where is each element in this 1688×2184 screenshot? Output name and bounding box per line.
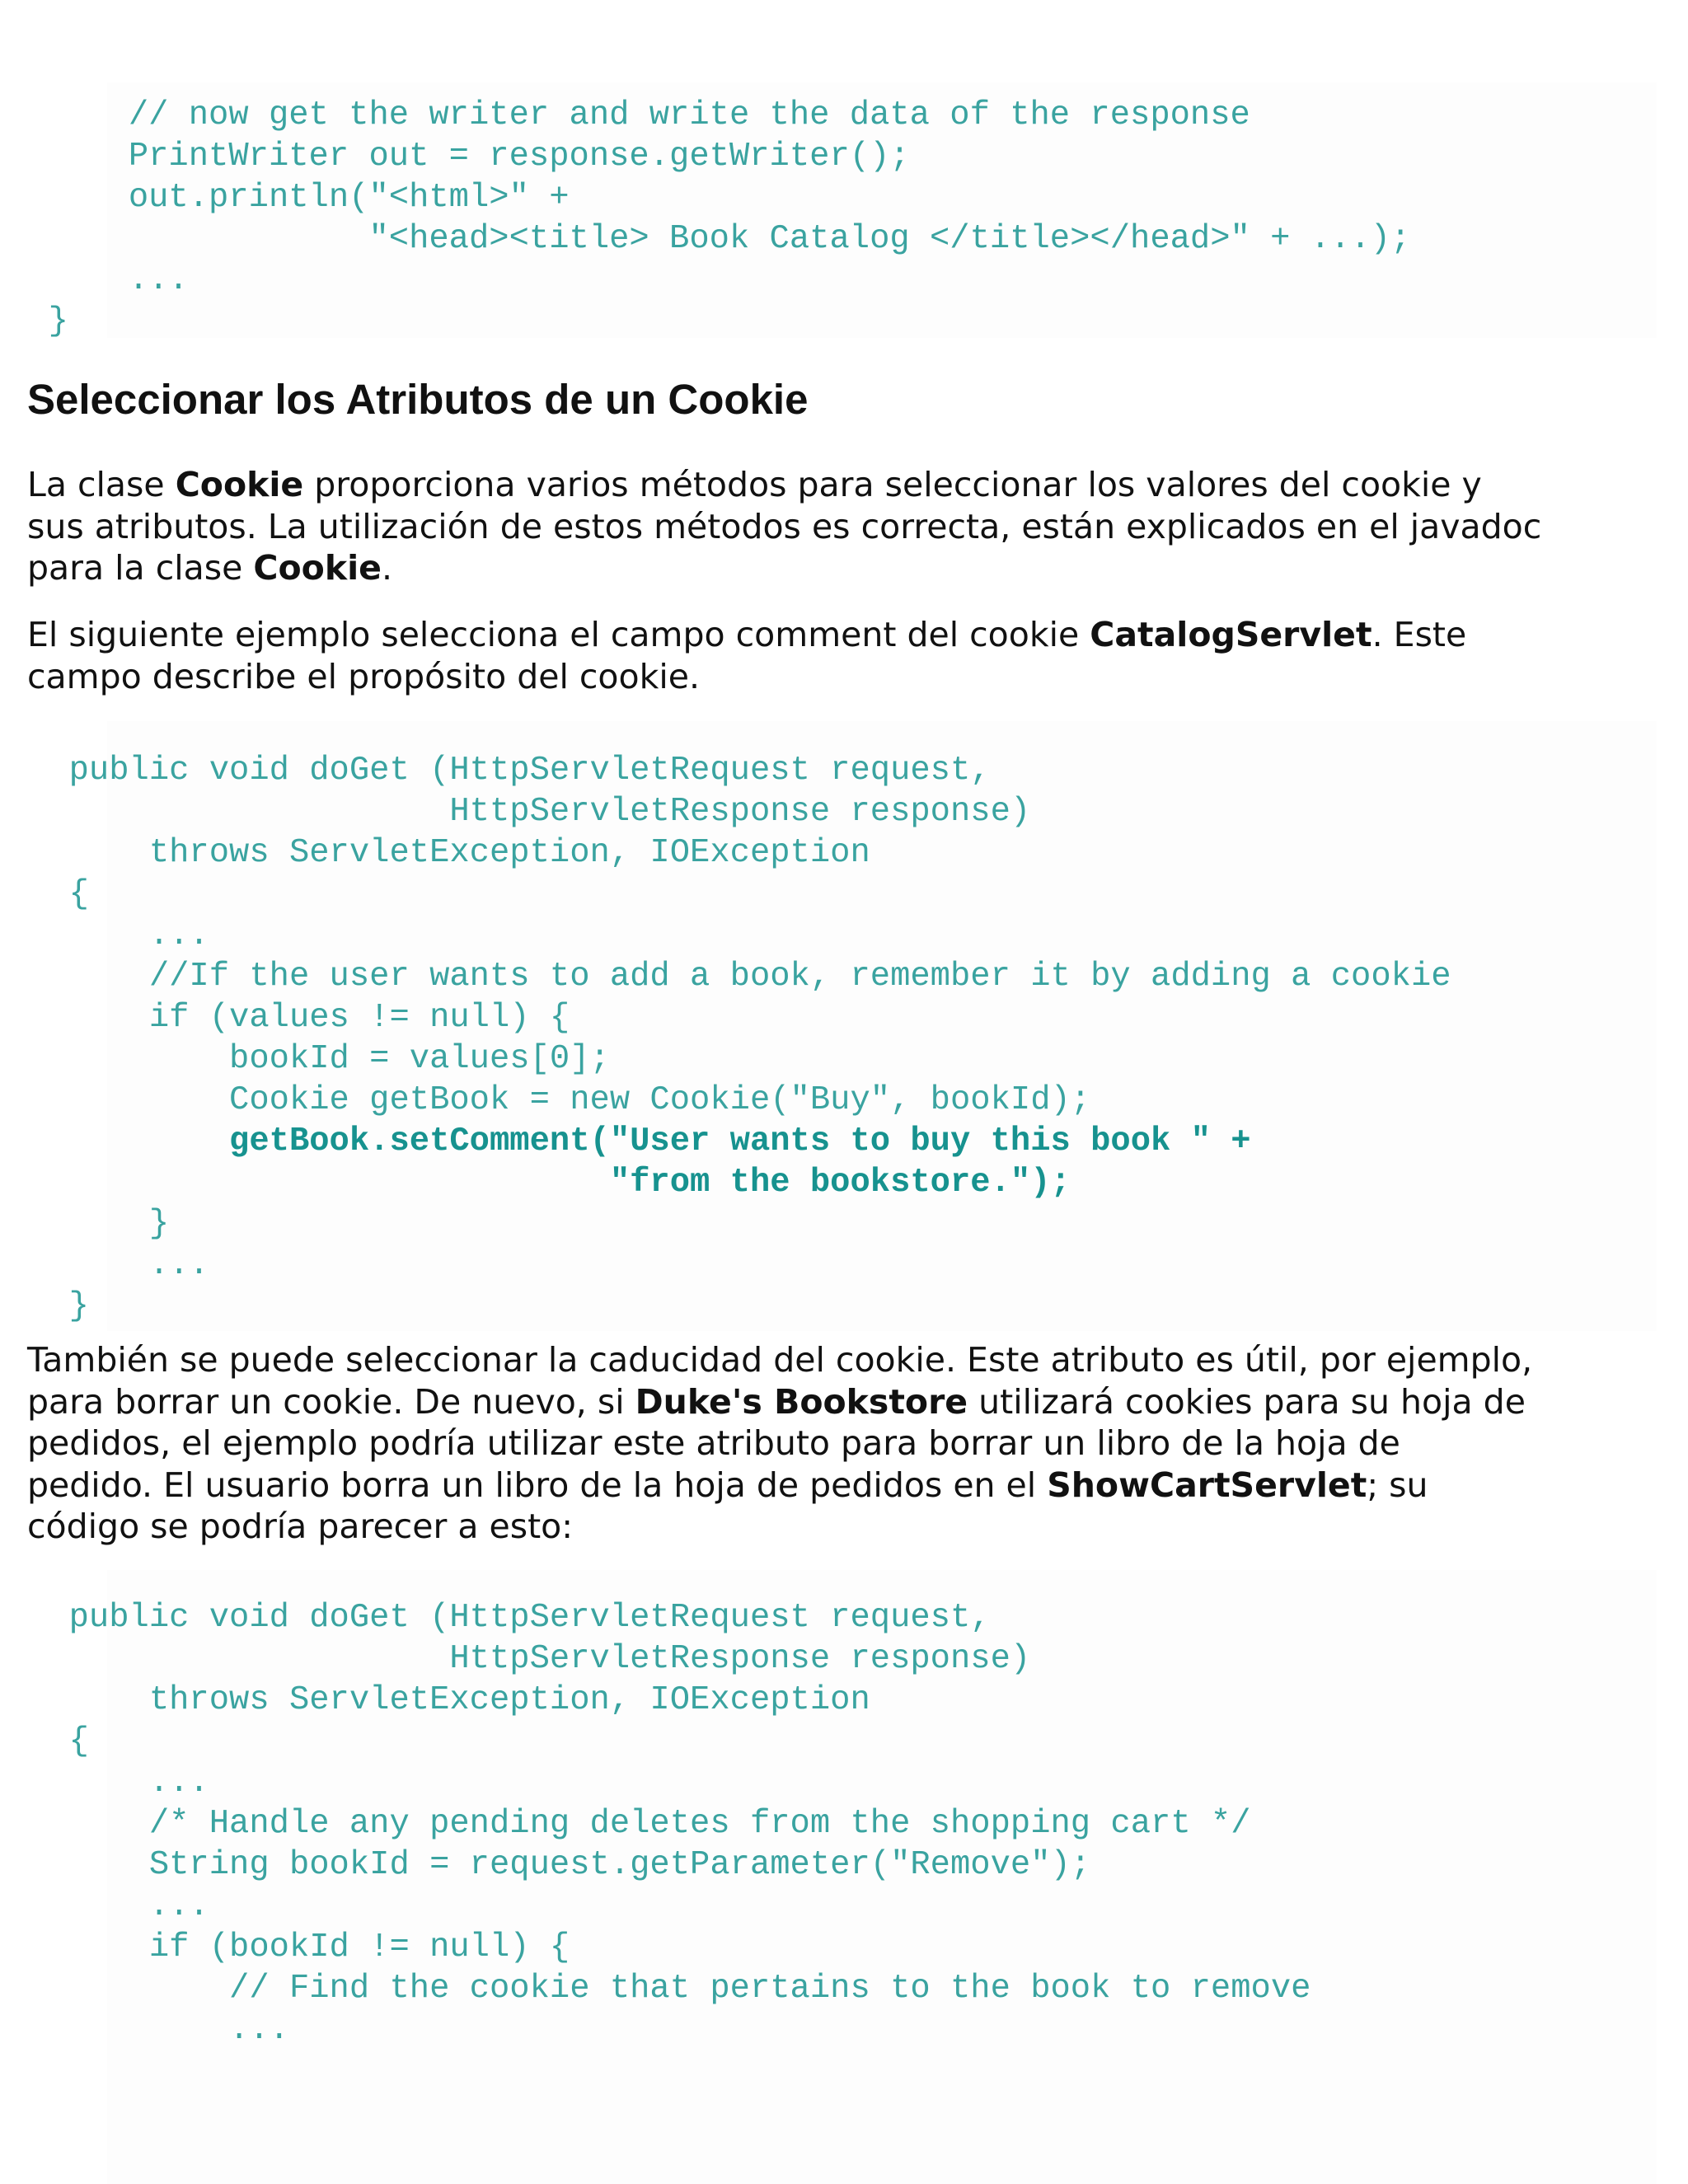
text-run: para borrar un cookie. De nuevo, si [27,1381,635,1422]
code-line: /* Handle any pending deletes from the shopping cart */ [29,1805,1251,1843]
code-line: if (values != null) { [29,999,570,1037]
code-line: ... [29,1887,209,1925]
code-line: ... [8,261,189,299]
code-line: throws ServletException, IOException [29,834,870,872]
bold-term: ShowCartServlet [1047,1465,1367,1505]
code-line: "<head><title> Book Catalog </title></head>" + ...); [8,220,1411,258]
text-run: . [381,548,392,588]
bold-term: CatalogServlet [1090,615,1372,654]
code-line: throws ServletException, IOException [29,1681,870,1719]
paragraph-line [27,547,1541,589]
bold-term: Cookie [253,548,382,588]
paragraph-line: campo describe el propósito del cookie. [27,656,700,696]
paragraph-cookie-class [27,464,1541,589]
paragraph-line: código se podría parecer a esto: [27,1507,574,1546]
paragraph-line [27,464,1541,506]
code-line-highlighted: "from the bookstore."); [29,1164,1071,1202]
text-run: . Este [1372,615,1467,654]
code-line: { [29,1722,89,1760]
text-run: utilizará cookies para su hoja de [968,1381,1526,1422]
text-run: proporciona varios métodos para seleccionar los valores del cookie y [303,465,1482,504]
code-line: bookId = values[0]; [29,1040,610,1078]
code-line: // Find the cookie that pertains to the book to remove [29,1970,1311,2008]
code-line: Cookie getBook = new Cookie("Buy", bookId); [29,1081,1091,1119]
bold-term: Cookie [175,465,304,504]
code-line: HttpServletResponse response) [29,1640,1031,1678]
code-line: if (bookId != null) { [29,1929,570,1966]
paragraph-comment-example [27,614,1466,697]
paragraph-line [27,1465,1532,1507]
code-line-highlighted: getBook.setComment("User wants to buy this book " + [29,1122,1251,1160]
code-line: } [29,1287,89,1325]
code-line: out.println("<html>" + [8,179,570,217]
paragraph-line [27,614,1466,656]
code-line: ... [29,1764,209,1802]
code-line: PrintWriter out = response.getWriter(); [8,138,910,176]
code-line: public void doGet (HttpServletRequest request, [29,1599,991,1637]
section-heading: Seleccionar los Atributos de un Cookie [27,376,809,423]
text-run: La clase [27,465,176,504]
paragraph-expiry [27,1339,1532,1548]
text-run: pedido. El usuario borra un libro de la hoja de pedidos en el [27,1465,1048,1505]
code-line: public void doGet (HttpServletRequest request, [29,752,991,790]
paragraph-line: También se puede seleccionar la caducidad del cookie. Este atributo es útil, por ejemplo, [27,1340,1533,1380]
code-line: } [29,1205,170,1243]
paragraph-line [27,1381,1532,1423]
code-line: //If the user wants to add a book, remember it by adding a cookie [29,958,1451,996]
code-line: String bookId = request.getParameter("Remove"); [29,1846,1091,1884]
paragraph-line: pedidos, el ejemplo podría utilizar este atributo para borrar un libro de la hoja de [27,1423,1400,1463]
text-run: El siguiente ejemplo selecciona el campo comment del cookie [27,615,1090,654]
code-line: ... [29,1246,209,1284]
code-line: { [29,875,89,913]
code-block-top [8,95,1688,342]
code-line: // now get the writer and write the data of the response [8,96,1250,134]
code-block-bottom [29,1597,1688,2050]
code-line: HttpServletResponse response) [29,793,1031,831]
text-run: ; su [1367,1465,1428,1505]
code-line: ... [29,2011,289,2049]
bold-term: Duke's Bookstore [635,1381,968,1422]
code-line: ... [29,916,209,954]
paragraph-line: sus atributos. La utilización de estos métodos es correcta, están explicados en el javadoc [27,506,1542,546]
code-line: } [8,302,68,340]
code-block-middle [29,750,1688,1327]
text-run: para la clase [27,548,254,588]
